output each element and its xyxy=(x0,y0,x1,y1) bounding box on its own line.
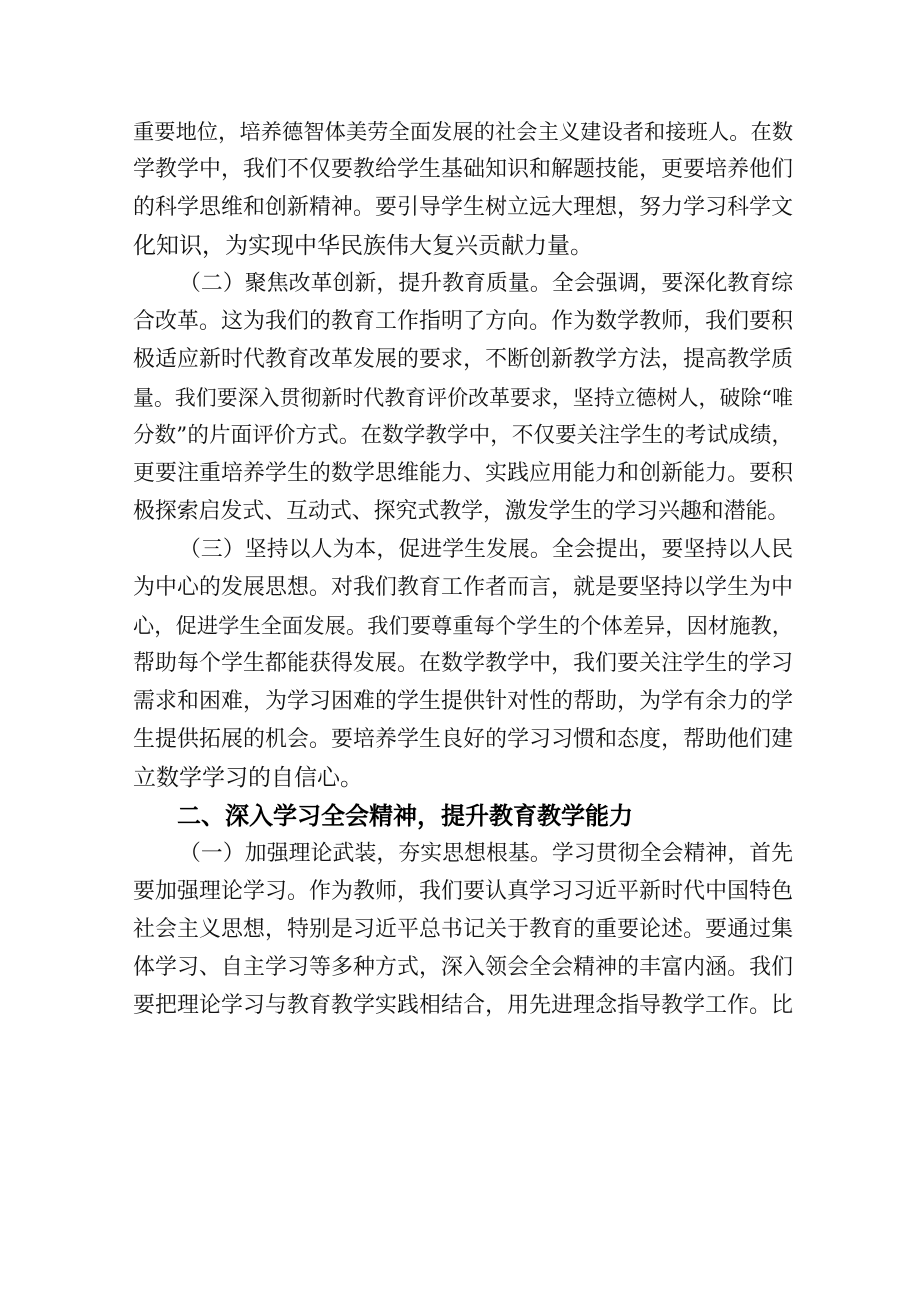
text-line: 极探索启发式、互动式、探究式教学，激发学生的学习兴趣和潜能。 xyxy=(133,499,790,524)
text-line: 极适应新时代教育改革发展的要求，不断创新教学方法，提高教学质 xyxy=(133,347,793,372)
text-line: 合改革。这为我们的教育工作指明了方向。作为数学教师，我们要积 xyxy=(133,309,793,334)
text-line: 分数”的片面评价方式。在数学教学中，不仅要关注学生的考试成绩， xyxy=(133,423,793,448)
text-line: 需求和困难，为学习困难的学生提供针对性的帮助，为学有余力的学 xyxy=(133,689,793,714)
text-line: 更要注重培养学生的数学思维能力、实践应用能力和创新能力。要积 xyxy=(133,461,793,486)
text-line: （一）加强理论武装，夯实思想根基。学习贯彻全会精神，首先 xyxy=(179,841,793,866)
text-line: 为中心的发展思想。对我们教育工作者而言，就是要坚持以学生为中 xyxy=(133,575,793,600)
paragraph-reform xyxy=(133,265,793,531)
text-line: （三）坚持以人为本，促进学生发展。全会提出，要坚持以人民 xyxy=(179,537,793,562)
text-line: （二）聚焦改革创新，提升教育质量。全会强调，要深化教育综 xyxy=(179,271,793,296)
text-line: 的科学思维和创新精神。要引导学生树立远大理想，努力学习科学文 xyxy=(133,195,793,220)
text-line: 量。我们要深入贯彻新时代教育评价改革要求，坚持立德树人，破除“唯 xyxy=(133,386,793,410)
paragraph-people xyxy=(133,531,793,797)
text-line: 心，促进学生全面发展。我们要尊重每个学生的个体差异，因材施教， xyxy=(133,613,793,638)
text-line: 重要地位，培养德智体美劳全面发展的社会主义建设者和接班人。在数 xyxy=(133,119,793,144)
text-line: 学教学中，我们不仅要教给学生基础知识和解题技能，更要培养他们 xyxy=(133,157,793,182)
paragraph-continuation xyxy=(133,113,793,265)
document-body xyxy=(133,113,793,1025)
section-heading: 二、深入学习全会精神，提升教育教学能力 xyxy=(177,802,633,830)
text-line: 要把理论学习与教育教学实践相结合，用先进理念指导教学工作。比 xyxy=(133,993,793,1018)
text-line: 帮助每个学生都能获得发展。在数学教学中，我们要关注学生的学习 xyxy=(133,651,793,676)
text-line: 化知识，为实现中华民族伟大复兴贡献力量。 xyxy=(133,233,593,259)
text-line: 立数学学习的自信心。 xyxy=(133,765,363,791)
text-line: 体学习、自主学习等多种方式，深入领会全会精神的丰富内涵。我们 xyxy=(133,955,793,980)
text-line: 生提供拓展的机会。要培养学生良好的学习习惯和态度，帮助他们建 xyxy=(133,727,793,752)
text-line: 要加强理论学习。作为教师，我们要认真学习习近平新时代中国特色 xyxy=(133,879,793,904)
text-line: 社会主义思想，特别是习近平总书记关于教育的重要论述。要通过集 xyxy=(133,917,793,942)
paragraph-theory xyxy=(133,835,793,1025)
